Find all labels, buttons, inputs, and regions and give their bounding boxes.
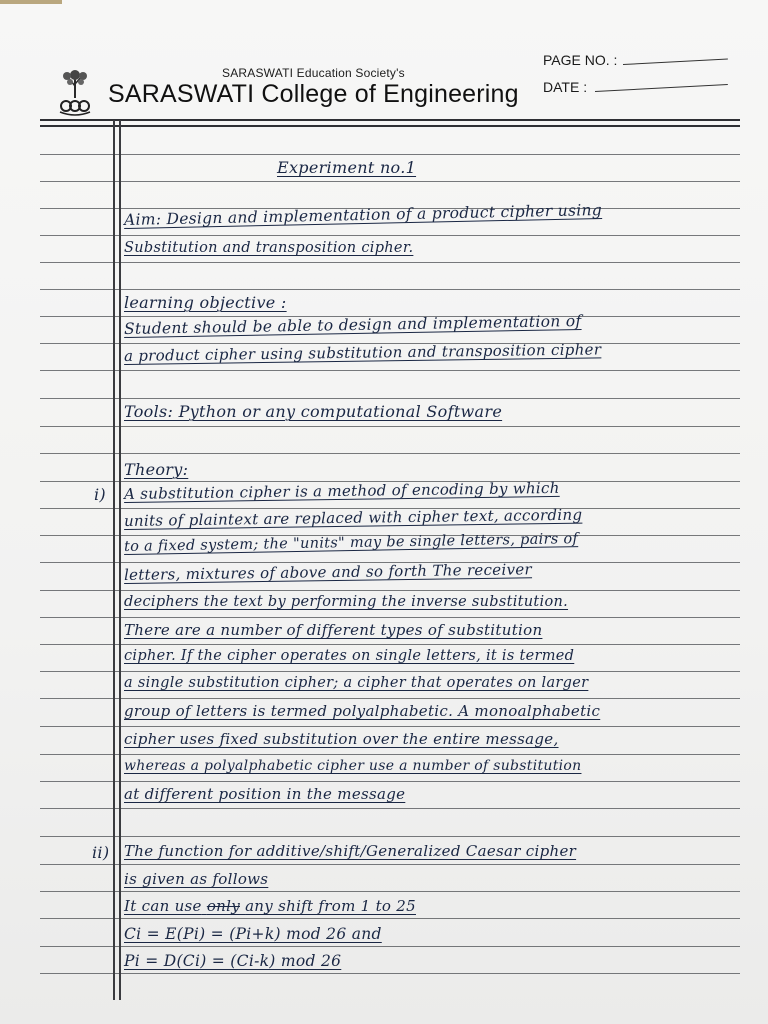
theory-heading: Theory: bbox=[124, 460, 189, 479]
ruled-line bbox=[40, 370, 740, 371]
ruled-line bbox=[40, 617, 740, 618]
ruled-line bbox=[40, 726, 740, 727]
ruled-line bbox=[40, 946, 740, 947]
section-marker: ii) bbox=[92, 843, 110, 862]
ruled-line bbox=[40, 891, 740, 892]
theory-line: There are a number of different types of substitution bbox=[124, 621, 543, 639]
ruled-line bbox=[40, 181, 740, 182]
header-rule bbox=[40, 119, 740, 121]
ruled-line bbox=[40, 781, 740, 782]
ruled-line bbox=[40, 808, 740, 809]
theory-line: A substitution cipher is a method of encoding by which bbox=[123, 478, 560, 503]
ruled-line bbox=[40, 671, 740, 672]
margin-line bbox=[119, 120, 121, 1000]
encryption-formula: Ci = E(Pi) = (Pi+k) mod 26 and bbox=[124, 925, 382, 943]
theory-line: at different position in the message bbox=[124, 785, 406, 803]
section-marker: i) bbox=[94, 485, 106, 504]
society-name: SARASWATI Education Society's bbox=[222, 66, 405, 80]
tools-line: Tools: Python or any computational Software bbox=[124, 402, 503, 421]
caesar-line: is given as follows bbox=[124, 870, 269, 888]
ruled-line bbox=[40, 698, 740, 699]
caesar-line: The function for additive/shift/Generalized Caesar cipher bbox=[124, 842, 577, 860]
theory-line: a single substitution cipher; a cipher that operates on larger bbox=[124, 675, 589, 691]
ruled-line bbox=[40, 154, 740, 155]
ruled-line bbox=[40, 235, 740, 236]
ruled-line bbox=[40, 836, 740, 837]
theory-line: group of letters is termed polyalphabetic. A monoalphabetic bbox=[124, 702, 601, 720]
ruled-line bbox=[40, 918, 740, 919]
ruled-line bbox=[40, 398, 740, 399]
page-corner-mark bbox=[0, 0, 62, 4]
date-label: DATE : bbox=[543, 79, 588, 95]
college-logo-icon bbox=[56, 68, 94, 118]
ruled-line bbox=[40, 864, 740, 865]
theory-line: units of plaintext are replaced with cipher text, according bbox=[123, 505, 583, 530]
aim-line: Aim: Design and implementation of a product cipher using bbox=[123, 200, 603, 229]
theory-line: cipher uses fixed substitution over the entire message, bbox=[124, 730, 559, 748]
ruled-line bbox=[40, 973, 740, 974]
ruled-line bbox=[40, 262, 740, 263]
experiment-title: Experiment no.1 bbox=[277, 158, 417, 177]
struck-word: only bbox=[206, 897, 240, 915]
college-name: SARASWATI College of Engineering bbox=[108, 80, 519, 108]
ruled-line bbox=[40, 426, 740, 427]
ruled-line bbox=[40, 754, 740, 755]
learning-objective-line: Student should be able to design and implementation of bbox=[123, 312, 582, 338]
ruled-line bbox=[40, 453, 740, 454]
ruled-line bbox=[40, 590, 740, 591]
learning-objective-line: a product cipher using substitution and transposition cipher bbox=[123, 340, 602, 365]
learning-objective-heading: learning objective : bbox=[124, 293, 287, 312]
theory-line: deciphers the text by performing the inverse substitution. bbox=[124, 594, 569, 610]
aim-line: Substitution and transposition cipher. bbox=[124, 240, 414, 256]
header-rule bbox=[40, 125, 740, 127]
page-number-line bbox=[623, 59, 728, 65]
page-number-label: PAGE NO. : bbox=[543, 52, 618, 68]
margin-line bbox=[113, 120, 115, 1000]
theory-line: whereas a polyalphabetic cipher use a number of substitution bbox=[124, 758, 582, 774]
ruled-line bbox=[40, 289, 740, 290]
date-line bbox=[595, 84, 728, 92]
theory-line: to a fixed system; the "units" may be single letters, pairs of bbox=[123, 531, 579, 555]
caesar-text-prefix: It can use bbox=[124, 897, 202, 915]
theory-line: cipher. If the cipher operates on single letters, it is termed bbox=[124, 648, 575, 664]
theory-line: letters, mixtures of above and so forth The receiver bbox=[123, 560, 533, 584]
caesar-line bbox=[124, 897, 416, 915]
ruled-line bbox=[40, 644, 740, 645]
decryption-formula: Pi = D(Ci) = (Ci-k) mod 26 bbox=[124, 952, 342, 970]
caesar-text-suffix: any shift from 1 to 25 bbox=[245, 897, 416, 915]
